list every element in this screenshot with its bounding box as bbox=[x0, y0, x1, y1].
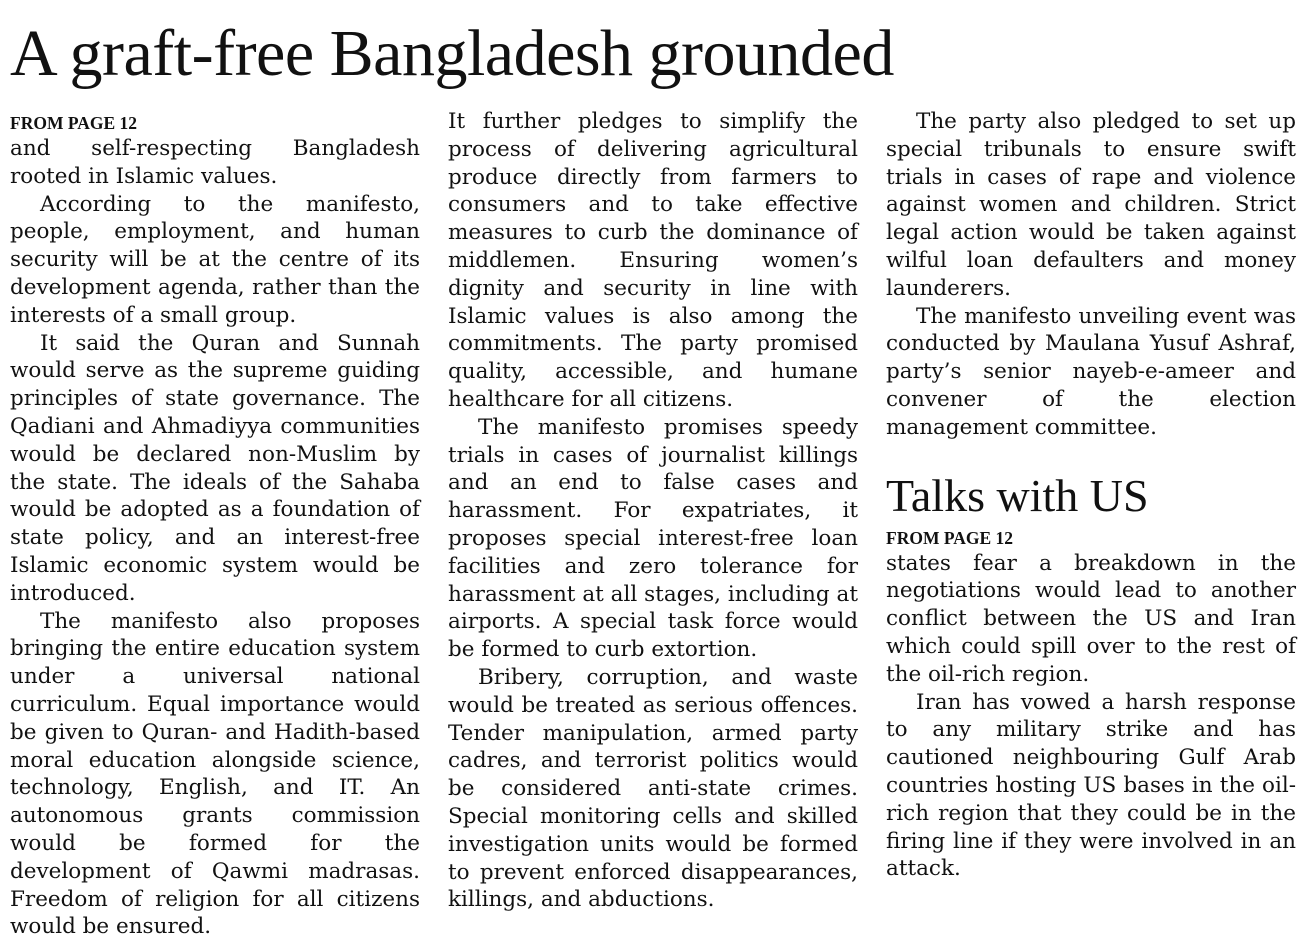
paragraph: According to the manifesto, people, employment, and human security will be at the centre of its development agenda, rather than the interests of a small group. bbox=[10, 191, 420, 328]
paragraph: The manifesto also proposes bringing the entire education system under a universal national curriculum. Equal importance would be given to Quran- and Hadith-based moral education alongside science, technology, English, and IT. An autonomous grants commission would be formed for the development of Qawmi madrasas. Freedom of religion for all citizens would be ensured. bbox=[10, 608, 420, 940]
paragraph: The party also pledged to set up special tribunals to ensure swift trials in cases of rape and violence against women and children. Strict legal action would be taken against wilful loan defaulters and money launderers. bbox=[886, 109, 1296, 301]
paragraph: It further pledges to simplify the process of delivering agricultural produce directly from farmers to consumers and to take effective measures to curb the dominance of middlemen. Ensuring women’s dignity and security in line with Islamic values is also among the commitments. The party promised quality, accessible, and humane healthcare for all citizens. bbox=[448, 109, 858, 412]
paragraph: The manifesto promises speedy trials in cases of journalist killings and an end to false cases and harassment. For expatriates, it proposes special interest-free loan facilities and zero tolerance for harassment at all stages, including at airports. A special task force would be formed to curb extortion. bbox=[448, 414, 858, 663]
kicker-from-page: FROM PAGE 12 bbox=[886, 527, 1014, 548]
column-3 bbox=[886, 108, 1296, 883]
paragraph: Iran has vowed a harsh response to any military strike and has cautioned neighbouring Gulf Arab countries hosting US bases in the oil-rich region that they could be in the firing line if they were involved in an attack. bbox=[886, 689, 1296, 882]
kicker-from-page: FROM PAGE 12 bbox=[10, 113, 138, 133]
paragraph: states fear a breakdown in the negotiations would lead to another conflict between the US and Iran which could spill over to the rest of the oil-rich region. bbox=[886, 550, 1296, 687]
paragraph: It said the Quran and Sunnah would serve as the supreme guiding principles of state governance. The Qadiani and Ahmadiyya communities would be declared non-Muslim by the state. The ideals of the Sahaba would be adopted as a foundation of state policy, and an interest-free Islamic economic system would be introduced. bbox=[10, 330, 420, 606]
subhead-talks-with-us: Talks with US bbox=[886, 469, 1149, 521]
headline: A graft-free Bangladesh grounded bbox=[10, 17, 894, 90]
paragraph: The manifesto unveiling event was conducted by Maulana Yusuf Ashraf, party’s senior nayeb-e-ameer and convener of the election management committee. bbox=[886, 303, 1296, 440]
column-2 bbox=[448, 108, 858, 914]
paragraph: and self-respecting Bangladesh rooted in Islamic values. bbox=[10, 136, 420, 189]
paragraph: Bribery, corruption, and waste would be treated as serious offences. Tender manipulation, armed party cadres, and terrorist politics would be considered anti-state crimes. Special monitoring cells and skilled investigation units would be formed to prevent enforced disappearances, killings, and abductions. bbox=[448, 664, 858, 913]
column-1 bbox=[10, 108, 420, 941]
